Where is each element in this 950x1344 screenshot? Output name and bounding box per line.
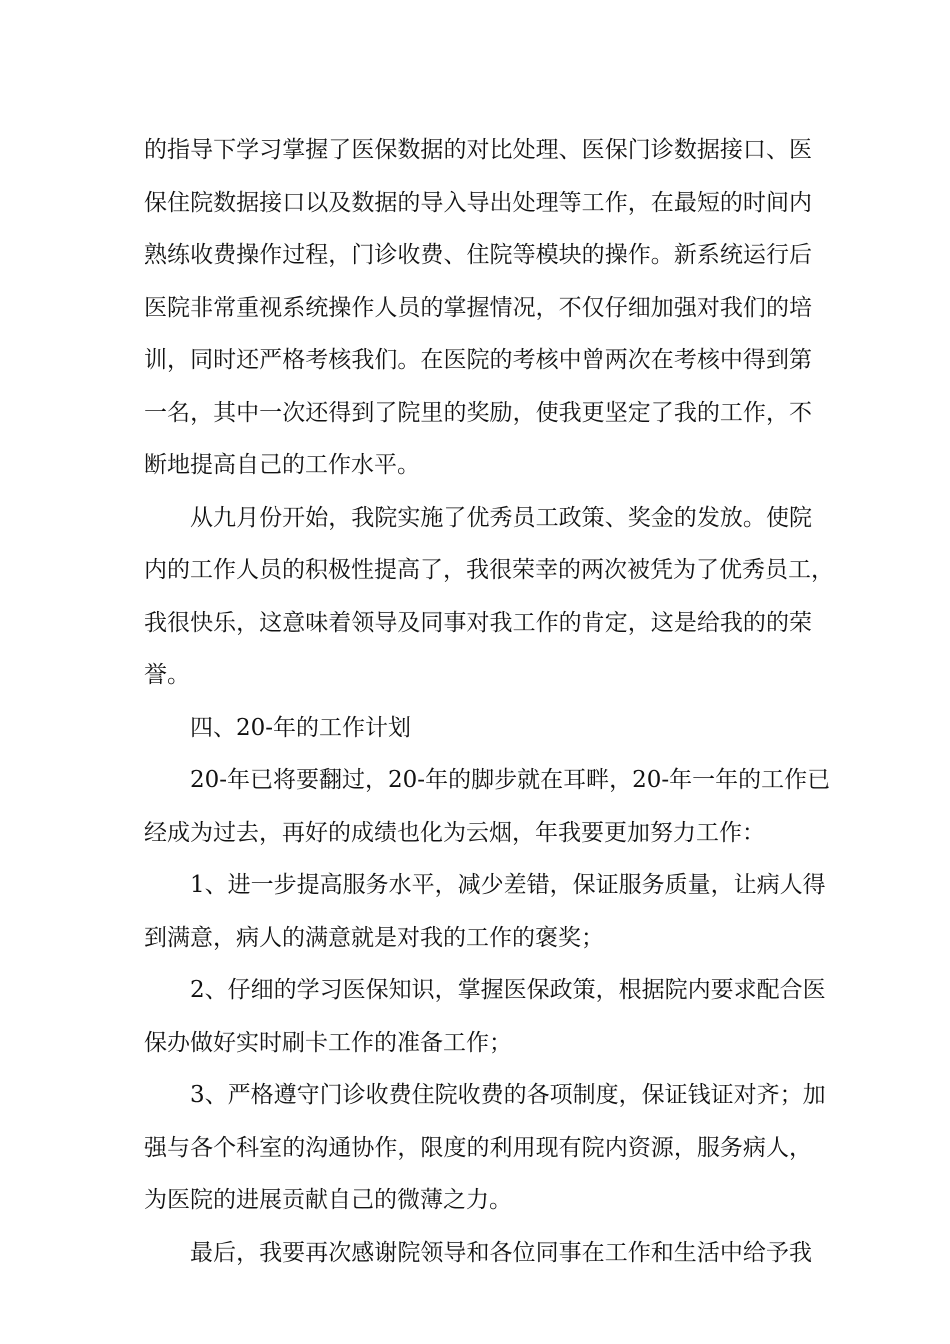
text-line: 保住院数据接口以及数据的导入导出处理等工作，在最短的时间内	[144, 189, 812, 216]
paragraph-start-line: 从九月份开始，我院实施了优秀员工政策、奖金的发放。使院	[190, 504, 812, 531]
text-line: 内的工作人员的积极性提高了，我很荣幸的两次被凭为了优秀员工，	[144, 557, 834, 583]
text-line: 我很快乐，这意味着领导及同事对我工作的肯定，这是给我的的荣	[144, 609, 812, 636]
list-item-line: 1、进一步提高服务水平，减少差错，保证服务质量，让病人得	[190, 872, 826, 898]
text-line: 的指导下学习掌握了医保数据的对比处理、医保门诊数据接口、医	[144, 137, 812, 163]
text-line: 熟练收费操作过程，门诊收费、住院等模块的操作。新系统运行后	[144, 242, 812, 268]
text-line: 强与各个科室的沟通协作，限度的利用现有院内资源，服务病人，	[144, 1134, 812, 1161]
paragraph-start-line: 20-年已将要翻过，20-年的脚步就在耳畔，20-年一年的工作已	[190, 767, 831, 793]
document-body	[144, 124, 834, 1279]
text-line: 到满意，病人的满意就是对我的工作的褒奖；	[144, 924, 604, 951]
text-line: 训，同时还严格考核我们。在医院的考核中曾两次在考核中得到第	[144, 347, 812, 373]
text-line: 一名，其中一次还得到了院里的奖励，使我更坚定了我的工作，不	[144, 399, 812, 426]
list-item-line: 2、仔细的学习医保知识，掌握医保政策，根据院内要求配合医	[190, 977, 826, 1003]
text-line: 断地提高自己的工作水平。	[144, 452, 420, 478]
paragraph-start-line: 最后，我要再次感谢院领导和各位同事在工作和生活中给予我	[190, 1239, 812, 1266]
text-line: 为医院的进展贡献自己的微薄之力。	[144, 1187, 512, 1213]
text-line: 医院非常重视系统操作人员的掌握情况，不仅仔细加强对我们的培	[144, 294, 812, 321]
text-line: 保办做好实时刷卡工作的准备工作；	[144, 1029, 512, 1056]
section-heading: 四、20-年的工作计划	[190, 714, 412, 741]
list-item-line: 3、严格遵守门诊收费住院收费的各项制度，保证钱证对齐；加	[190, 1082, 826, 1108]
text-line: 誉。	[144, 662, 190, 688]
text-line: 经成为过去，再好的成绩也化为云烟，年我要更加努力工作：	[144, 819, 765, 846]
